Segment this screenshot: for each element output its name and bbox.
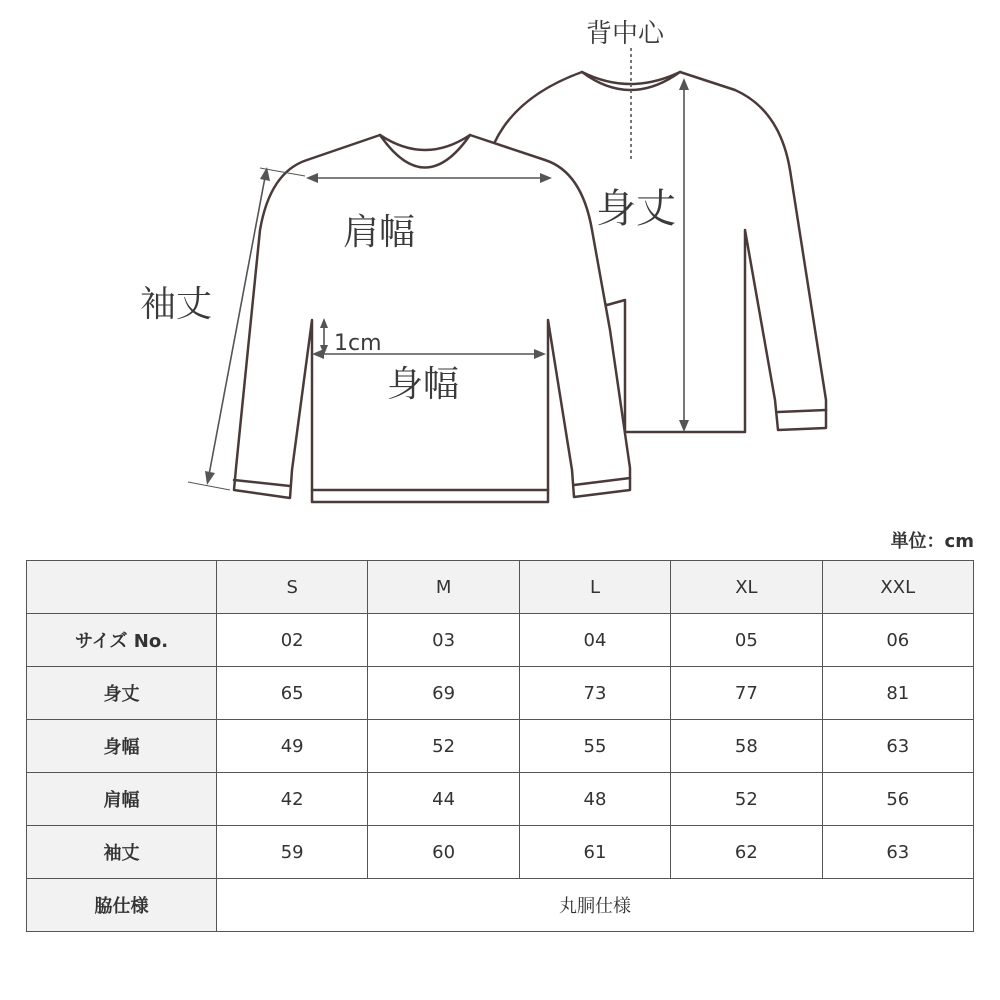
- table-cell: 42: [217, 773, 368, 826]
- table-cell: 73: [519, 667, 670, 720]
- table-row: [27, 826, 974, 879]
- sleeve-length-label: 袖丈: [140, 284, 213, 325]
- table-cell: 63: [822, 720, 973, 773]
- row-label: 脇仕様: [27, 879, 217, 932]
- table-row: [27, 879, 974, 932]
- unit-label: 単位：cm: [890, 531, 974, 552]
- front-shirt-outline: [234, 135, 630, 502]
- row-label: 身幅: [27, 720, 217, 773]
- table-row: [27, 667, 974, 720]
- table-cell: 59: [217, 826, 368, 879]
- table-cell: 65: [217, 667, 368, 720]
- body-width-label: 身幅: [387, 364, 460, 405]
- table-cell: 56: [822, 773, 973, 826]
- row-label: 袖丈: [27, 826, 217, 879]
- table-cell: 55: [519, 720, 670, 773]
- offset-1cm-label: 1cm: [334, 331, 382, 356]
- size-header-cell: M: [368, 561, 519, 614]
- table-cell: 04: [519, 614, 670, 667]
- table-cell: 52: [671, 773, 822, 826]
- size-header-cell: XXL: [822, 561, 973, 614]
- table-cell: 69: [368, 667, 519, 720]
- table-cell: 02: [217, 614, 368, 667]
- table-cell: 丸胴仕様: [217, 879, 974, 932]
- table-row: [27, 720, 974, 773]
- table-cell: 05: [671, 614, 822, 667]
- table-cell: 81: [822, 667, 973, 720]
- size-table: [26, 560, 974, 932]
- row-label: 肩幅: [27, 773, 217, 826]
- body-length-label: 身丈: [596, 186, 676, 232]
- table-cell: 48: [519, 773, 670, 826]
- table-row: [27, 614, 974, 667]
- table-cell: 60: [368, 826, 519, 879]
- size-header-cell: L: [519, 561, 670, 614]
- table-cell: 77: [671, 667, 822, 720]
- table-cell: 49: [217, 720, 368, 773]
- table-cell: 58: [671, 720, 822, 773]
- table-cell: 52: [368, 720, 519, 773]
- table-cell: 44: [368, 773, 519, 826]
- table-cell: 63: [822, 826, 973, 879]
- shoulder-width-label: 肩幅: [343, 212, 416, 253]
- size-header-cell: S: [217, 561, 368, 614]
- table-row: [27, 773, 974, 826]
- row-label: 身丈: [27, 667, 217, 720]
- table-cell: 03: [368, 614, 519, 667]
- header-empty-cell: [27, 561, 217, 614]
- row-label: サイズ No.: [27, 614, 217, 667]
- table-cell: 06: [822, 614, 973, 667]
- size-header-row: [27, 561, 974, 614]
- table-cell: 62: [671, 826, 822, 879]
- table-cell: 61: [519, 826, 670, 879]
- back-center-label: 背中心: [586, 19, 665, 49]
- size-header-cell: XL: [671, 561, 822, 614]
